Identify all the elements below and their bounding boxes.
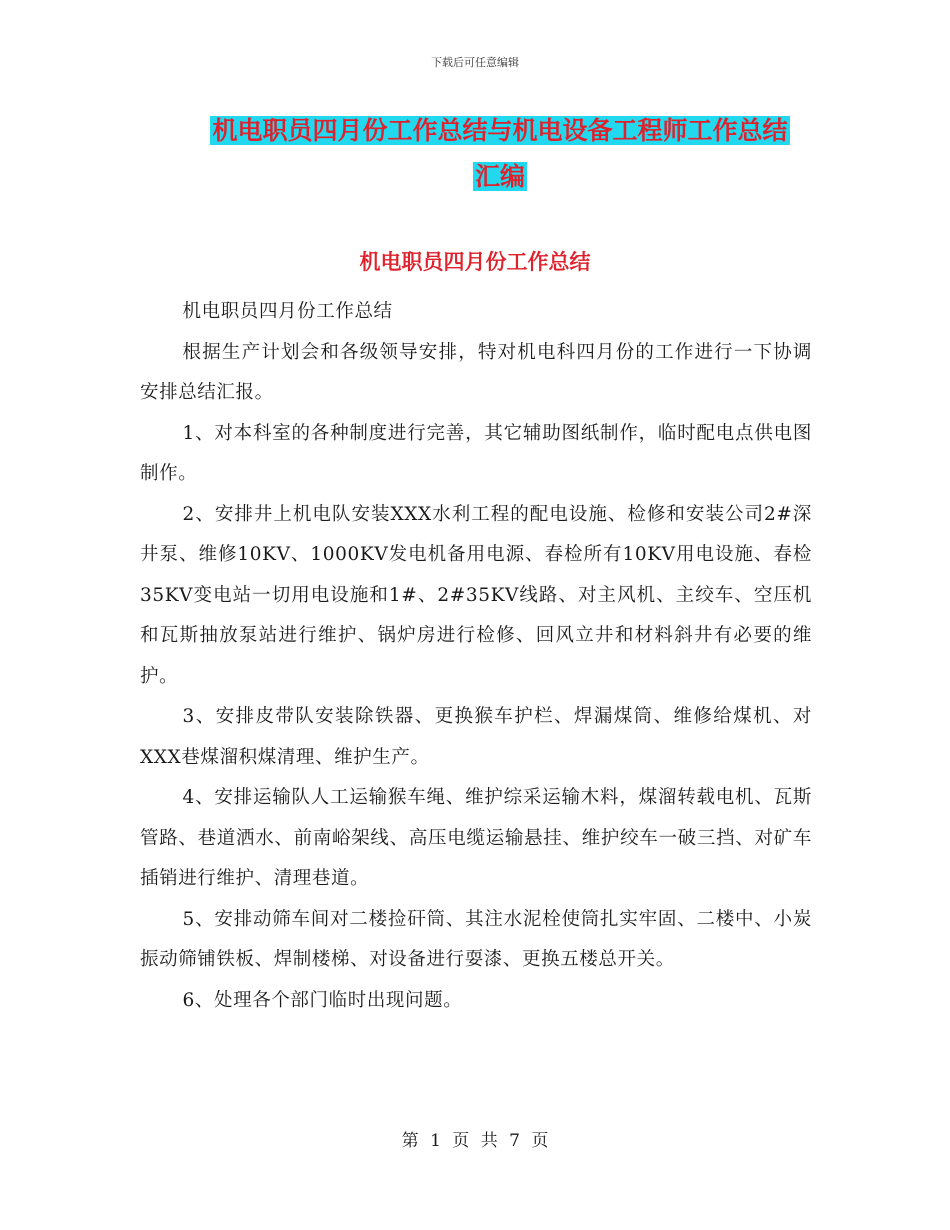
paragraph: 2、安排井上机电队安装XXX水利工程的配电设施、检修和安装公司2#深井泵、维修10KV、1000KV发电机备用电源、春检所有10KV用电设施、春检35KV变电站一切用电设施和1#、2#35KV线路、对主风机、主绞车、空压机和瓦斯抽放泵站进行维护、锅炉房进行检修、回风立井和材料斜井有必要的维护。 [140, 503, 812, 687]
paragraph: 机电职员四月份工作总结 [182, 301, 393, 322]
paragraph: 6、处理各个部门临时出现问题。 [182, 989, 463, 1011]
paragraph: 4、安排运输队人工运输猴车绳、维护综采运输木料，煤溜转载电机、瓦斯管路、巷道洒水、前南峪架线、高压电缆运输悬挂、维护绞车一破三挡、对矿车插销进行维护、清理巷道。 [140, 787, 812, 889]
paragraph: 根据生产计划会和各级领导安排，特对机电科四月份的工作进行一下协调安排总结汇报。 [140, 341, 812, 403]
header-note: 下载后可任意编辑 [431, 56, 519, 69]
document-title-line-2: 汇编 [474, 162, 525, 191]
section-title: 机电职员四月份工作总结 [359, 250, 591, 274]
paragraph: 5、安排动筛车间对二楼捡矸筒、其注水泥栓使筒扎实牢固、二楼中、小炭振动筛铺铁板、焊制楼梯、对设备进行耍漆、更换五楼总开关。 [140, 908, 812, 970]
paragraph: 1、对本科室的各种制度进行完善，其它辅助图纸制作，临时配电点供电图制作。 [140, 422, 812, 484]
page-footer: 第 1 页 共 7 页 [401, 1131, 549, 1151]
document-title [120, 108, 880, 200]
document-body [140, 292, 812, 1021]
paragraph: 3、安排皮带队安装除铁器、更换猴车护栏、焊漏煤筒、维修给煤机、对XXX巷煤溜积煤清理、维护生产。 [140, 706, 812, 768]
document-title-line-1: 机电职员四月份工作总结与机电设备工程师工作总结 [212, 116, 788, 145]
